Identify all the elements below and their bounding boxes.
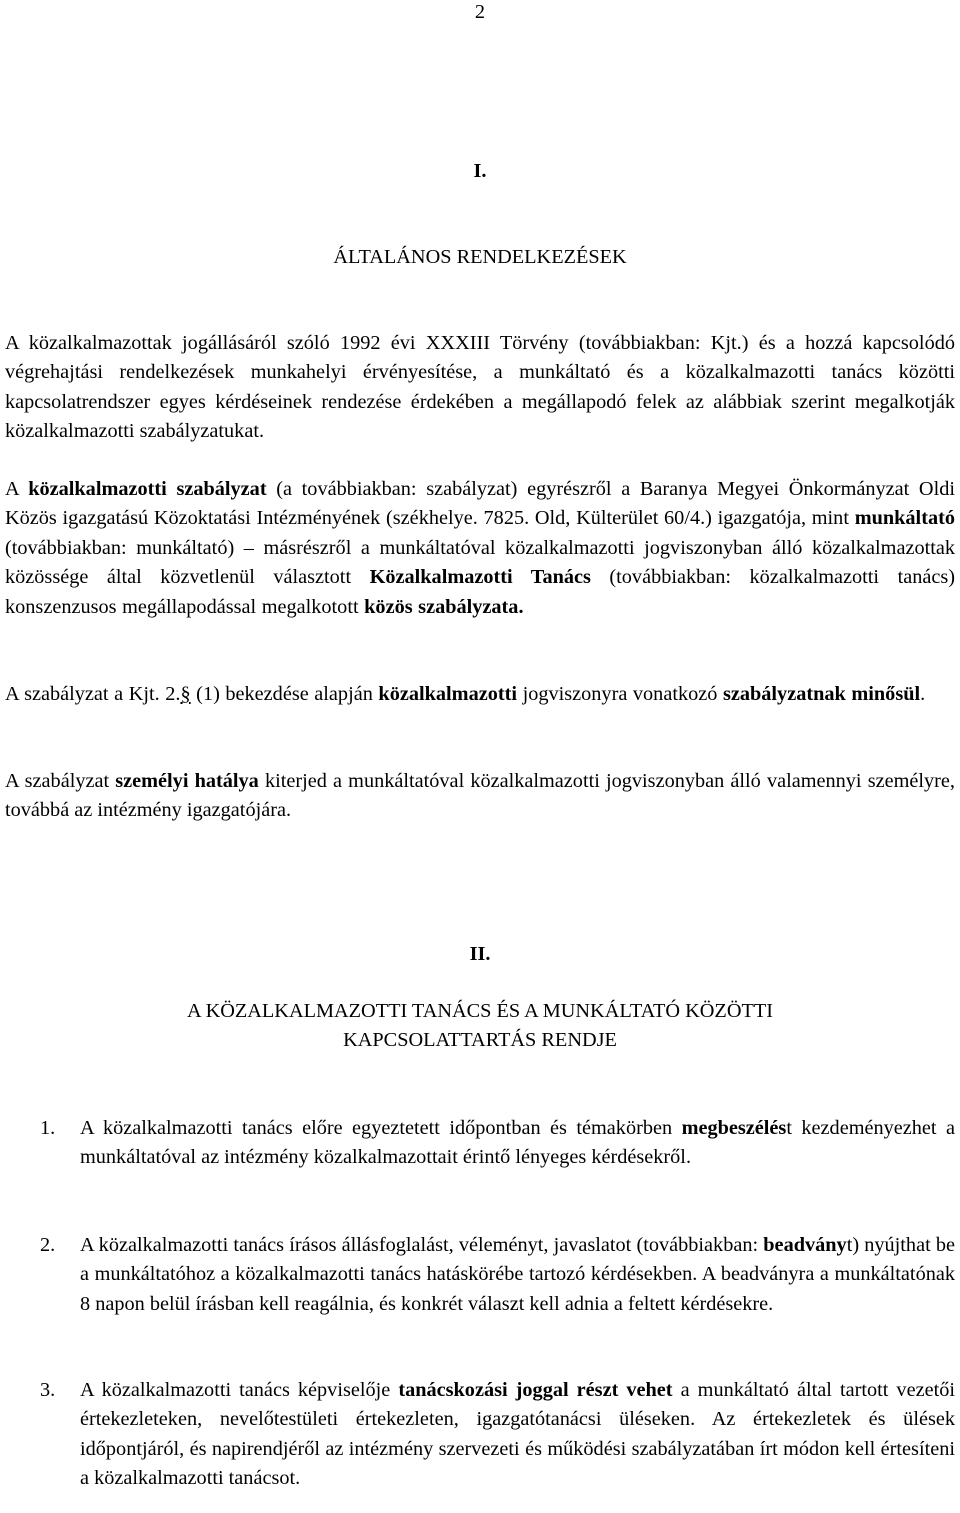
bold-term-tanacs: Közalkalmazotti Tanács (369, 566, 591, 589)
list-item-number: 2. (40, 1234, 56, 1256)
list-item-text: A közalkalmazotti tanács előre egyeztetett időpontban és témakörben megbeszélést kezdeményezhet a munkáltatóval az intézmény közalkalmazottait érintő lényeges kérdésekről. (80, 1117, 955, 1169)
bold-term-kozalkalmazotti: közalkalmazotti (378, 683, 517, 705)
page-number: 2 (474, 1, 486, 23)
scope-paragraph: A közalkalmazotti szabályzat (a továbbiakban: szabályzat) egyrészről a Baranya Megyei Önkormányzat Oldi Közös igazgatású Közoktatási Intézményének (székhelye. 7825. Old, Külterület 60/4.) igazgatója, mint munkáltató (továbbiakban: munkáltató) – másrészről a munkáltatóval közalkalmazotti jogviszonyban álló közalkalmazottak közössége által közvetlenül választott Közalkalmazotti Tanács (továbbiakban: közalkalmazotti tanács) konszenzusos megállapodással megalkotott közös szabályzata. (5, 478, 955, 618)
legal-basis-paragraph: A szabályzat a Kjt. 2.§ (1) bekezdése alapján közalkalmazotti jogviszonyra vonatkozó szabályzatnak minősül. (5, 683, 926, 705)
section-2-title-line-1: A KÖZALKALMAZOTTI TANÁCS ÉS A MUNKÁLTATÓ KÖZÖTTI (186, 1000, 773, 1022)
list-item-text: A közalkalmazotti tanács írásos állásfoglalást, véleményt, javaslatot (továbbiakban: beadványt) nyújthat be a munkáltatóhoz a közalkalmazotti tanács hatáskörébe tartozó kérdésekben. A beadványra a munkáltatónak 8 napon belül írásban kell reagálnia, és konkrét választ kell adnia a feltett kérdésekre. (80, 1234, 955, 1315)
section-2-number: II. (469, 943, 491, 965)
list-item-number: 1. (40, 1117, 56, 1139)
section-1-number: I. (473, 160, 487, 182)
bold-term-szemelyi-hataly: személyi hatálya (115, 770, 259, 792)
intro-paragraph: A közalkalmazottak jogállásáról szóló 1992 évi XXXIII Törvény (továbbiakban: Kjt.) és a hozzá kapcsolódó végrehajtási rendelkezések munkahelyi érvényesítése, a munkáltató és a közalkalmazotti tanács közötti kapcsolatrendszer egyes kérdéseinek rendezése érdekében a megállapodó felek az alábbiak szerint megalkotják közalkalmazotti szabályzatukat. (5, 332, 955, 443)
bold-term-szabalyzat: közalkalmazotti szabályzat (28, 478, 267, 500)
bold-term-munkaltato: munkáltató (854, 507, 955, 530)
bold-term-kozos-szabalyzat: közös szabályzata. (364, 595, 524, 618)
list-item-text: A közalkalmazotti tanács képviselője tanácskozási joggal részt vehet a munkáltató által tartott vezetői értekezleteken, nevelőtestületi értekezleten, igazgatótanácsi üléseken. Az értekezletek és ülések időpontjáról, és napirendjéről az intézmény szervezeti és működési szabályzatában írt módon kell értesíteni a közalkalmazotti tanácsot. (80, 1379, 955, 1490)
list-item-number: 3. (40, 1379, 56, 1401)
section-2-title-line-2: KAPCSOLATTARTÁS RENDJE (343, 1029, 617, 1051)
personal-scope-paragraph: A szabályzat személyi hatálya kiterjed a munkáltatóval közalkalmazotti jogviszonyban álló valamennyi személyre, továbbá az intézmény igazgatójára. (5, 770, 955, 822)
bold-term-minosul: szabályzatnak minősül (722, 683, 921, 705)
section-1-title: ÁLTALÁNOS RENDELKEZÉSEK (333, 246, 627, 268)
